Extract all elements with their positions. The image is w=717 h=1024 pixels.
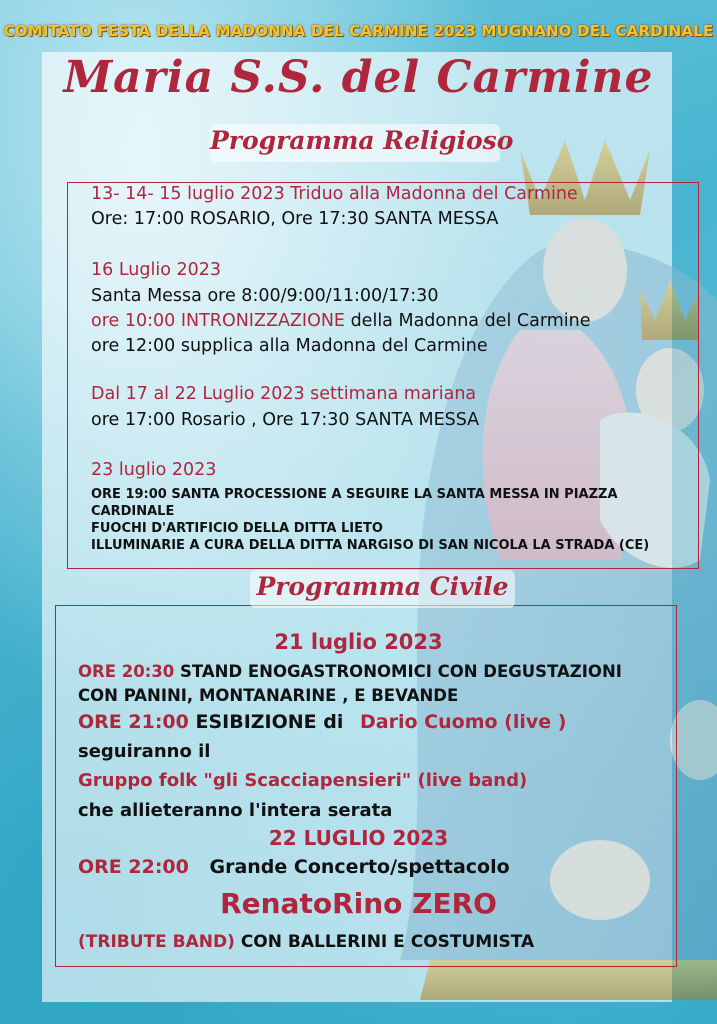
seguiranno-text: seguiranno il [78, 741, 211, 762]
stand-text: STAND ENOGASTRONOMICI CON DEGUSTAZIONI [180, 662, 622, 681]
day16-date: 16 Luglio 2023 [91, 260, 222, 280]
triduo-event: Triduo alla Madonna del Carmine [290, 184, 578, 204]
committee-header: COMITATO FESTA DELLA MADONNA DEL CARMINE 2023 MUGNANO DEL CARDINALE [3, 22, 714, 40]
day23-date: 23 luglio 2023 [91, 460, 217, 480]
settimana-times: ore 17:00 Rosario , Ore 17:30 SANTA MESSA [91, 410, 480, 430]
religious-program-heading: Programma Religioso [210, 126, 514, 155]
day23-line4: ILLUMINARIE A CURA DELLA DITTA NARGISO DI SAN NICOLA LA STRADA (CE) [91, 538, 650, 553]
triduo-date: 13- 14- 15 luglio 2023 [91, 184, 285, 204]
concerto-time: ORE 22:00 [78, 856, 189, 878]
ballerini-text: CON BALLERINI E COSTUMISTA [240, 932, 535, 952]
day16-supplica: ore 12:00 supplica alla Madonna del Carmine [91, 336, 488, 356]
day16-intro-line [91, 311, 590, 331]
civil-program-heading: Programma Civile [256, 572, 509, 601]
esibizione-line [78, 711, 566, 733]
allieteranno-text: che allieteranno l'intera serata [78, 800, 393, 821]
day22-date: 22 LUGLIO 2023 [268, 826, 449, 850]
main-title: Maria S.S. del Carmine [63, 52, 654, 103]
artist-name: RenatoRino ZERO [220, 887, 497, 920]
day23-line1: ORE 19:00 SANTA PROCESSIONE A SEGUIRE LA SANTA MESSA IN PIAZZA [91, 487, 618, 502]
stand-time: ORE 20:30 [78, 662, 175, 681]
day16-intro-time: ore 10:00 INTRONIZZAZIONE [91, 311, 345, 331]
stand-text2: CON PANINI, MONTANARINE , E BEVANDE [78, 686, 459, 705]
triduo-line [91, 184, 578, 204]
day21-date: 21 luglio 2023 [274, 630, 443, 654]
esib-artist: Dario Cuomo (live ) [360, 711, 567, 733]
day16-intro-rest: della Madonna del Carmine [350, 311, 591, 331]
tribute-line [78, 932, 534, 952]
day23-line2: CARDINALE [91, 504, 175, 519]
day23-line3: FUOCHI D'ARTIFICIO DELLA DITTA LIETO [91, 521, 383, 536]
triduo-times: Ore: 17:00 ROSARIO, Ore 17:30 SANTA MESSA [91, 209, 499, 229]
esib-word: ESIBIZIONE [195, 711, 317, 733]
esib-time: ORE 21:00 [78, 711, 189, 733]
tribute-band: (TRIBUTE BAND) [78, 932, 235, 952]
day16-messe: Santa Messa ore 8:00/9:00/11:00/17:30 [91, 286, 439, 306]
gruppo-folk: Gruppo folk "gli Scacciapensieri" (live band) [78, 770, 528, 791]
concerto-text: Grande Concerto/spettacolo [209, 856, 510, 878]
esib-di: di [323, 711, 344, 733]
stand-line [78, 662, 622, 681]
settimana-date: Dal 17 al 22 Luglio 2023 settimana mariana [91, 384, 477, 404]
concerto-line [78, 856, 510, 878]
